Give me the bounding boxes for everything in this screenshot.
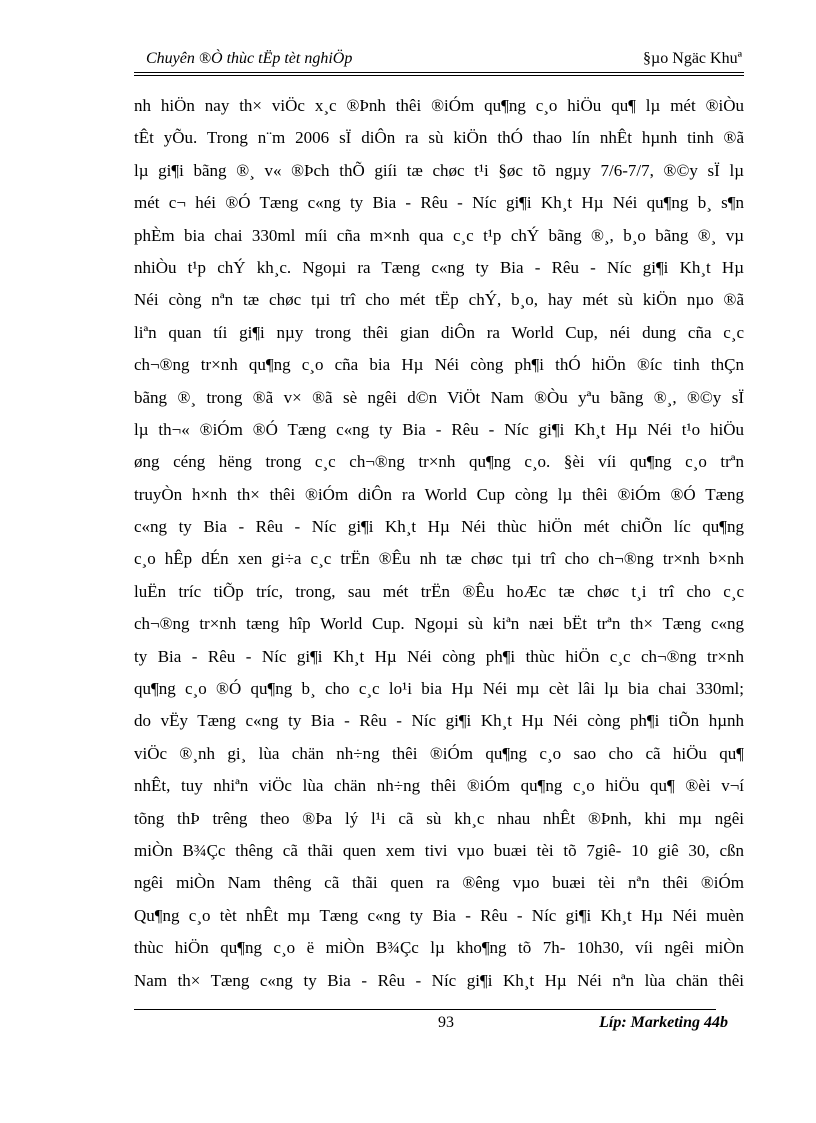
text-line: phÈm bia chai 330ml míi cña m×nh qua c¸c t¹p chÝ bãng ®¸, b¸o bãng ®¸ vµ — [134, 225, 744, 245]
text-line: viÖc ®¸nh gi¸ lùa chän nh÷ng thêi ®iÓm qu¶ng c¸o sao cho cã hiÖu qu¶ — [134, 743, 744, 763]
page-number: 93 — [438, 1014, 454, 1031]
text-line: thùc hiÖn qu¶ng c¸o ë miÒn B¾Çc lµ kho¶ng tõ 7h- 10h30, víi ngêi miÒn — [134, 938, 744, 958]
footer-divider — [134, 1009, 716, 1010]
text-line: c«ng ty Bia - Rêu - Níc gi¶i Kh¸t Hµ Néi thùc hiÖn mét chiÕn líc qu¶ng — [134, 517, 744, 537]
text-line: ch¬®ng tr×nh tæng hîp World Cup. Ngoµi sù kiªn næi bËt trªn th× Tæng c«ng — [134, 614, 744, 634]
text-line: nhÊt, tuy nhiªn viÖc lùa chän nh÷ng thêi ®iÓm qu¶ng c¸o hiÖu qu¶ ®èi v¬í — [134, 776, 744, 796]
header-divider — [134, 72, 744, 73]
text-line: nh hiÖn nay th× viÖc x¸c ®Þnh thêi ®iÓm qu¶ng c¸o hiÖu qu¶ lµ mét ®iÒu — [134, 96, 744, 115]
text-line: luËn tríc tiÕp tríc, trong, sau mét trËn ®Êu hoÆc tæ chøc t¸i trî cho c¸c — [134, 581, 744, 601]
text-line: c¸o hÊp dÉn xen gi÷a c¸c trËn ®Êu nh tæ chøc tµi trî cho ch¬®ng tr×nh b×nh — [134, 549, 744, 569]
text-line: Nam th× Tæng c«ng ty Bia - Rêu - Níc gi¶i Kh¸t Hµ Néi nªn lùa chän thêi — [134, 970, 744, 990]
text-line: lµ th¬« ®iÓm ®Ó Tæng c«ng ty Bia - Rêu - Níc gi¶i Kh¸t Hµ Néi t¹o hiÖu — [134, 419, 744, 439]
text-line: øng céng hëng trong c¸c ch¬®ng tr×nh qu¶ng c¸o. §èi víi qu¶ng c¸o trªn — [134, 452, 744, 472]
text-line: lµ gi¶i bãng ®¸ v« ®Þch thÕ giíi tæ chøc t¹i §øc tõ ngµy 7/6-7/7, ®©y sÏ lµ — [134, 160, 744, 180]
text-line: ch¬®ng tr×nh qu¶ng c¸o cña bia Hµ Néi còng ph¶i thÓ hiÖn ®íc tinh thÇn — [134, 355, 744, 375]
text-line: miÒn B¾Çc thêng cã thãi quen xem tivi vµo buæi tèi tõ 7giê- 10 giê 30, cßn — [134, 840, 744, 860]
body-text — [134, 90, 744, 997]
text-line: Qu¶ng c¸o tèt nhÊt mµ Tæng c«ng ty Bia - Rêu - Níc gi¶i Kh¸t Hµ Néi muèn — [134, 905, 744, 925]
text-line: bãng ®¸ trong ®ã v× ®ã sè ngêi d©n ViÖt Nam ®Òu yªu bãng ®¸, ®©y sÏ — [134, 387, 744, 407]
text-line: tõng thÞ trêng theo ®Þa lý l¹i cã sù kh¸c nhau nhÊt ®Þnh, khi mµ ngêi — [134, 808, 744, 828]
header-title: Chuyên ®Ò thùc tËp tèt nghiÖp — [146, 50, 353, 67]
text-line: do vËy Tæng c«ng ty Bia - Rêu - Níc gi¶i Kh¸t Hµ Néi còng ph¶i tiÕn hµnh — [134, 711, 744, 731]
text-line: tÊt yÕu. Trong n¨m 2006 sÏ diÔn ra sù kiÖn thÓ thao lín nhÊt hµnh tinh ®ã — [134, 128, 744, 148]
text-line: qu¶ng c¸o ®Ó qu¶ng b¸ cho c¸c lo¹i bia Hµ Néi mµ cèt lâi lµ bia chai 330ml; — [134, 679, 744, 699]
text-line: liªn quan tíi gi¶i nµy trong thêi gian diÔn ra World Cup, néi dung cña c¸c — [134, 322, 744, 342]
text-line: truyÒn h×nh th× thêi ®iÓm diÔn ra World Cup còng lµ thêi ®iÓm ®Ó Tæng — [134, 484, 744, 504]
header-author: §µo Ngäc Khuª — [643, 50, 742, 67]
header-divider-secondary — [134, 75, 744, 76]
text-line: ngêi miÒn Nam thêng cã thãi quen ra ®êng vµo buæi tèi nªn thêi ®iÓm — [134, 873, 744, 893]
page-header — [134, 50, 744, 72]
text-line: mét c¬ héi ®Ó Tæng c«ng ty Bia - Rêu - Níc gi¶i Kh¸t Hµ Néi qu¶ng b¸ s¶n — [134, 193, 744, 213]
text-line: ty Bia - Rêu - Níc gi¶i Kh¸t Hµ Néi còng ph¶i thùc hiÖn c¸c ch¬®ng tr×nh — [134, 646, 744, 666]
footer-class-label: Líp: Marketing 44b — [599, 1014, 728, 1031]
text-line: nhiÒu t¹p chÝ kh¸c. Ngoµi ra Tæng c«ng ty Bia - Rêu - Níc gi¶i Kh¸t Hµ — [134, 257, 744, 277]
text-line: Néi còng nªn tæ chøc tµi trî cho mét tËp chÝ, b¸o, hay mét sù kiÖn nµo ®ã — [134, 290, 744, 310]
